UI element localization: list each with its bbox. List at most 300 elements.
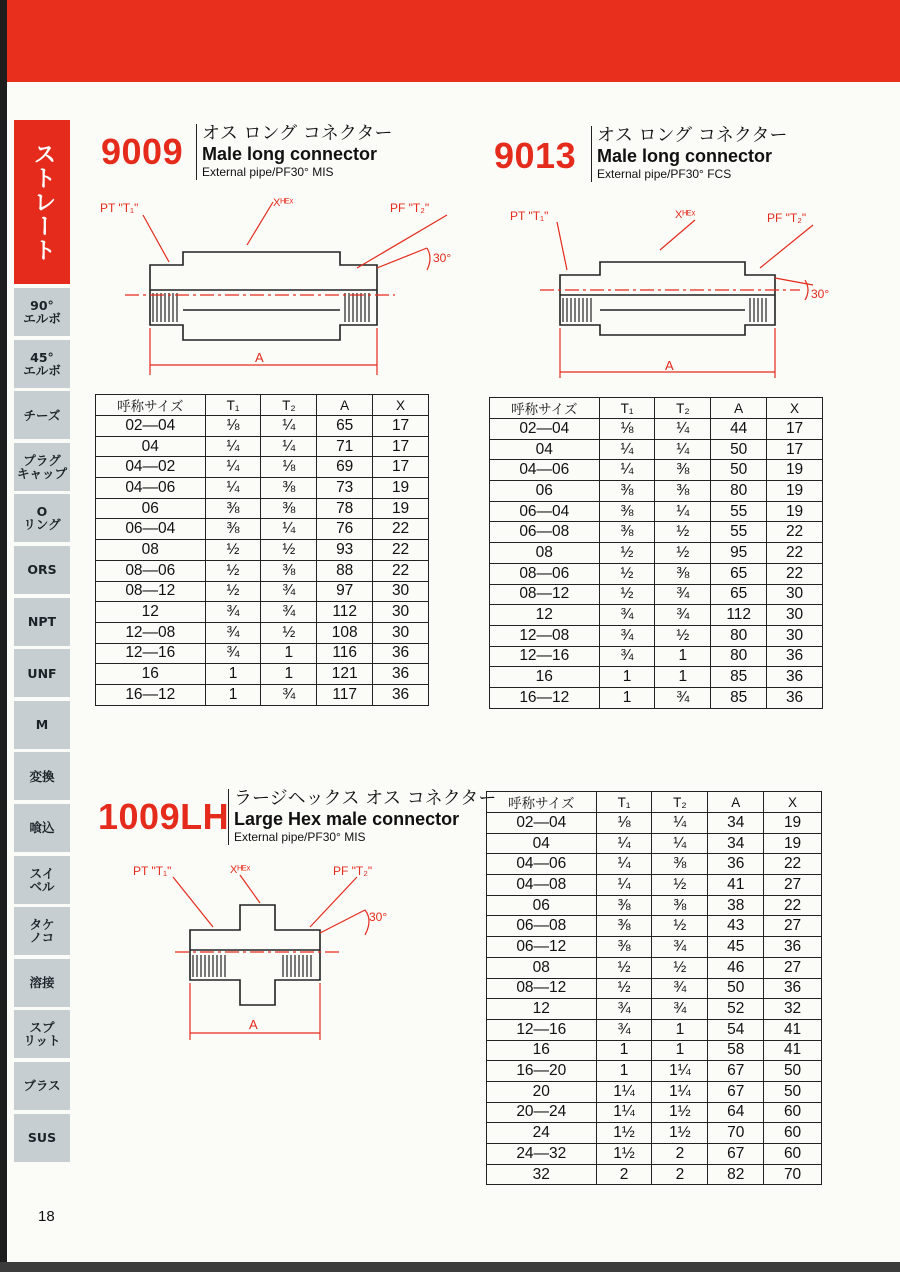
column-header: X [373, 395, 429, 416]
table-cell: 116 [317, 643, 373, 664]
table-cell: 1 [599, 667, 655, 688]
table-cell: 06—12 [487, 937, 597, 958]
table-cell: 19 [373, 498, 429, 519]
label-xhex: Xᴴᴱˣ [675, 209, 696, 221]
table-cell: 19 [767, 501, 823, 522]
table-cell: 12 [96, 602, 206, 623]
table-cell: 19 [373, 478, 429, 499]
table-row [487, 854, 822, 875]
table-cell: 112 [317, 602, 373, 623]
side-tab[interactable]: 溶接 [14, 959, 70, 1007]
column-header: A [317, 395, 373, 416]
table-cell: 22 [767, 563, 823, 584]
side-tab[interactable]: スイ ベル [14, 856, 70, 904]
table-cell: ⅛ [261, 457, 317, 478]
table-cell: ¾ [655, 605, 711, 626]
table-cell: ¼ [261, 436, 317, 457]
table-cell: 20 [487, 1081, 597, 1102]
size-table-1009lh [486, 791, 822, 1185]
table-cell: 2 [652, 1144, 708, 1165]
table-cell: ½ [205, 560, 261, 581]
table-cell: ¼ [655, 439, 711, 460]
table-cell: 112 [711, 605, 767, 626]
table-cell: 46 [708, 957, 764, 978]
table-cell: ⅜ [599, 522, 655, 543]
table-cell: ⅛ [596, 813, 652, 834]
table-cell: 24 [487, 1123, 597, 1144]
table-cell: 1 [596, 1061, 652, 1082]
table-cell: 30 [373, 602, 429, 623]
table-cell: 95 [711, 543, 767, 564]
table-cell: 02—04 [490, 419, 600, 440]
table-cell: 22 [767, 522, 823, 543]
table-cell: 08—12 [96, 581, 206, 602]
table-cell: ½ [655, 625, 711, 646]
table-cell: ¾ [599, 625, 655, 646]
side-tab[interactable]: プラグ キャップ [14, 443, 70, 491]
table-cell: ¾ [599, 646, 655, 667]
table-cell: ¾ [261, 684, 317, 705]
table-cell: ¼ [655, 501, 711, 522]
table-cell: 1¼ [652, 1061, 708, 1082]
side-tab[interactable]: 90° エルボ [14, 288, 70, 336]
table-cell: 36 [373, 684, 429, 705]
table-cell: 19 [767, 481, 823, 502]
table-cell: 16 [490, 667, 600, 688]
table-header-row [96, 395, 429, 416]
table-cell: 2 [652, 1164, 708, 1185]
table-cell: 1 [205, 684, 261, 705]
table-cell: ⅛ [205, 416, 261, 437]
table-cell: 22 [373, 560, 429, 581]
side-tab[interactable]: O リング [14, 494, 70, 542]
table-cell: ¼ [205, 457, 261, 478]
table-cell: ⅛ [599, 419, 655, 440]
table-cell: 06—04 [96, 519, 206, 540]
table-cell: ⅜ [655, 460, 711, 481]
table-cell: 1½ [652, 1102, 708, 1123]
column-header: 呼称サイズ [487, 792, 597, 813]
table-cell: ¼ [205, 478, 261, 499]
table-cell: ¼ [599, 460, 655, 481]
table-cell: 36 [764, 937, 822, 958]
table-cell: ¾ [261, 581, 317, 602]
table-cell: 30 [373, 581, 429, 602]
bottom-edge [0, 1262, 900, 1272]
table-row [96, 519, 429, 540]
table-cell: ¼ [652, 813, 708, 834]
table-cell: ¼ [596, 875, 652, 896]
table-cell: 36 [767, 646, 823, 667]
table-cell: 76 [317, 519, 373, 540]
table-cell: 27 [764, 957, 822, 978]
table-cell: ½ [205, 581, 261, 602]
table-cell: 55 [711, 522, 767, 543]
table-cell: 1½ [596, 1123, 652, 1144]
category-tabs [14, 120, 70, 1165]
label-a: A [255, 350, 264, 365]
table-cell: ½ [599, 543, 655, 564]
table-row [490, 563, 823, 584]
product-name-jp: オス ロング コネクター [597, 125, 788, 146]
table-cell: 30 [767, 625, 823, 646]
table-cell: 22 [764, 895, 822, 916]
column-header: X [764, 792, 822, 813]
table-cell: ⅜ [599, 501, 655, 522]
table-cell: ¼ [596, 833, 652, 854]
table-row [487, 875, 822, 896]
table-cell: 06—08 [487, 916, 597, 937]
table-row [487, 916, 822, 937]
product-spec: External pipe/PF30° MIS [202, 165, 334, 179]
table-cell: ¾ [652, 937, 708, 958]
product-name-en: Male long connector [597, 146, 773, 166]
table-cell: 67 [708, 1144, 764, 1165]
table-cell: ⅜ [261, 498, 317, 519]
table-row [490, 522, 823, 543]
table-row [96, 602, 429, 623]
table-cell: ¾ [261, 602, 317, 623]
table-cell: 1 [652, 1040, 708, 1061]
table-header-row [490, 398, 823, 419]
table-row [487, 1164, 822, 1185]
table-cell: 12 [490, 605, 600, 626]
table-cell: ¾ [205, 622, 261, 643]
side-tab[interactable]: ブラス [14, 1062, 70, 1110]
table-cell: 60 [764, 1144, 822, 1165]
table-cell: 1 [261, 643, 317, 664]
table-cell: 1 [599, 687, 655, 708]
table-cell: ¼ [261, 519, 317, 540]
table-row [487, 937, 822, 958]
table-cell: 32 [487, 1164, 597, 1185]
table-cell: 08—12 [490, 584, 600, 605]
table-cell: ⅜ [652, 895, 708, 916]
table-cell: 1 [205, 664, 261, 685]
table-cell: 08 [96, 540, 206, 561]
table-row [487, 1123, 822, 1144]
table-cell: 12—16 [490, 646, 600, 667]
table-row [96, 457, 429, 478]
table-cell: 22 [373, 540, 429, 561]
table-cell: ⅜ [596, 895, 652, 916]
table-cell: ⅜ [205, 519, 261, 540]
table-cell: 43 [708, 916, 764, 937]
side-tab[interactable]: NPT [14, 598, 70, 646]
table-cell: 36 [373, 643, 429, 664]
table-cell: 27 [764, 916, 822, 937]
table-cell: 1½ [596, 1144, 652, 1165]
table-row [487, 895, 822, 916]
table-row [487, 833, 822, 854]
table-cell: 64 [708, 1102, 764, 1123]
table-cell: 17 [767, 439, 823, 460]
table-cell: 22 [373, 519, 429, 540]
table-cell: 36 [767, 667, 823, 688]
table-cell: 50 [708, 978, 764, 999]
table-cell: ¾ [205, 602, 261, 623]
table-cell: 20—24 [487, 1102, 597, 1123]
side-tab[interactable]: タケ ノコ [14, 907, 70, 955]
table-cell: 08 [490, 543, 600, 564]
table-cell: 55 [711, 501, 767, 522]
table-cell: 70 [764, 1164, 822, 1185]
size-table-9009 [95, 394, 429, 706]
table-cell: ¾ [596, 999, 652, 1020]
table-cell: 41 [708, 875, 764, 896]
table-cell: 70 [708, 1123, 764, 1144]
table-cell: 04—08 [487, 875, 597, 896]
column-header: T₁ [599, 398, 655, 419]
table-cell: ⅜ [652, 854, 708, 875]
table-cell: 30 [373, 622, 429, 643]
label-a: A [249, 1017, 258, 1032]
table-cell: 16—20 [487, 1061, 597, 1082]
table-cell: ⅜ [596, 916, 652, 937]
label-angle: 30° [811, 287, 830, 301]
table-cell: 82 [708, 1164, 764, 1185]
table-cell: ½ [655, 543, 711, 564]
table-cell: 30 [767, 605, 823, 626]
table-cell: 22 [767, 543, 823, 564]
table-row [487, 957, 822, 978]
product-code-1009lh: 1009LH [98, 796, 230, 837]
table-cell: 1½ [652, 1123, 708, 1144]
table-cell: 52 [708, 999, 764, 1020]
table-cell: ⅜ [261, 560, 317, 581]
label-pf: PF "T₂" [390, 201, 430, 215]
table-row [490, 687, 823, 708]
table-cell: 50 [711, 439, 767, 460]
table-row [96, 560, 429, 581]
table-cell: 2 [596, 1164, 652, 1185]
table-cell: 06—08 [490, 522, 600, 543]
table-cell: 41 [764, 1019, 822, 1040]
table-cell: ¾ [655, 584, 711, 605]
side-tab[interactable]: チーズ [14, 391, 70, 439]
label-angle: 30° [369, 910, 388, 924]
table-cell: ½ [205, 540, 261, 561]
table-cell: ⅜ [596, 937, 652, 958]
table-row [487, 1061, 822, 1082]
side-tab[interactable]: 45° エルボ [14, 340, 70, 388]
table-cell: 12—16 [487, 1019, 597, 1040]
table-cell: 50 [764, 1081, 822, 1102]
product-title-9013 [591, 126, 788, 182]
table-cell: ½ [596, 978, 652, 999]
column-header: T₁ [205, 395, 261, 416]
table-row [96, 581, 429, 602]
side-tab[interactable]: ORS [14, 546, 70, 594]
table-row [96, 436, 429, 457]
size-table-9013 [489, 397, 823, 709]
product-spec: External pipe/PF30° MIS [234, 830, 366, 844]
side-tab[interactable]: UNF [14, 649, 70, 697]
table-cell: 1 [261, 664, 317, 685]
table-cell: 60 [764, 1102, 822, 1123]
diagram-1009lh [125, 855, 405, 1045]
table-cell: 45 [708, 937, 764, 958]
table-cell: ¾ [652, 999, 708, 1020]
table-cell: 06 [490, 481, 600, 502]
product-spec: External pipe/PF30° FCS [597, 167, 732, 181]
table-cell: 41 [764, 1040, 822, 1061]
table-row [490, 460, 823, 481]
table-cell: 04—02 [96, 457, 206, 478]
table-row [487, 813, 822, 834]
table-row [96, 664, 429, 685]
table-cell: 27 [764, 875, 822, 896]
table-cell: 16—12 [96, 684, 206, 705]
table-row [487, 1040, 822, 1061]
table-cell: ¼ [596, 854, 652, 875]
table-cell: 06 [96, 498, 206, 519]
table-cell: 73 [317, 478, 373, 499]
table-cell: 04—06 [96, 478, 206, 499]
table-cell: 04 [487, 833, 597, 854]
label-xhex: Xᴴᴱˣ [273, 197, 294, 209]
table-row [490, 481, 823, 502]
table-cell: 58 [708, 1040, 764, 1061]
table-cell: 108 [317, 622, 373, 643]
top-red-band [6, 0, 900, 82]
side-tab[interactable]: ストレート [14, 120, 70, 284]
table-cell: 08—12 [487, 978, 597, 999]
product-title-1009lh [228, 789, 496, 845]
table-cell: 80 [711, 481, 767, 502]
table-cell: 1¼ [596, 1102, 652, 1123]
table-cell: 117 [317, 684, 373, 705]
table-cell: ½ [652, 875, 708, 896]
table-cell: 04—06 [490, 460, 600, 481]
table-cell: 04—06 [487, 854, 597, 875]
table-row [96, 622, 429, 643]
table-cell: 1¼ [596, 1081, 652, 1102]
table-cell: 12—08 [490, 625, 600, 646]
table-cell: ½ [655, 522, 711, 543]
table-cell: 02—04 [487, 813, 597, 834]
table-cell: 1¼ [652, 1081, 708, 1102]
column-header: A [711, 398, 767, 419]
table-cell: 1 [655, 646, 711, 667]
table-row [487, 1019, 822, 1040]
table-cell: 65 [711, 563, 767, 584]
side-tab[interactable]: 変換 [14, 752, 70, 800]
column-header: 呼称サイズ [96, 395, 206, 416]
table-cell: ⅜ [599, 481, 655, 502]
table-cell: 22 [764, 854, 822, 875]
product-title-9009 [196, 124, 393, 180]
side-tab[interactable]: M [14, 701, 70, 749]
table-cell: 16 [487, 1040, 597, 1061]
table-cell: ¼ [655, 419, 711, 440]
table-cell: 80 [711, 646, 767, 667]
table-header-row [487, 792, 822, 813]
table-cell: ¾ [652, 978, 708, 999]
table-cell: ½ [596, 957, 652, 978]
table-cell: ⅜ [205, 498, 261, 519]
table-cell: 1 [652, 1019, 708, 1040]
table-cell: ¼ [261, 416, 317, 437]
diagram-9013 [505, 200, 845, 380]
table-cell: 04 [490, 439, 600, 460]
table-row [487, 999, 822, 1020]
product-name-jp: オス ロング コネクター [202, 123, 393, 144]
product-code-9009: 9009 [101, 131, 184, 172]
table-cell: ⅜ [261, 478, 317, 499]
table-cell: 36 [708, 854, 764, 875]
table-cell: 71 [317, 436, 373, 457]
table-cell: 44 [711, 419, 767, 440]
table-row [96, 416, 429, 437]
table-cell: 08 [487, 957, 597, 978]
table-cell: ⅜ [655, 481, 711, 502]
table-cell: 16—12 [490, 687, 600, 708]
table-cell: 85 [711, 687, 767, 708]
table-cell: 36 [373, 664, 429, 685]
table-cell: ½ [652, 957, 708, 978]
table-row [490, 646, 823, 667]
table-cell: 1 [655, 667, 711, 688]
table-cell: ¾ [599, 605, 655, 626]
table-row [96, 643, 429, 664]
table-cell: 24—32 [487, 1144, 597, 1165]
table-cell: 121 [317, 664, 373, 685]
table-cell: 17 [373, 416, 429, 437]
table-cell: ½ [261, 540, 317, 561]
binding-edge [0, 0, 7, 1272]
table-cell: 67 [708, 1081, 764, 1102]
label-xhex: Xᴴᴱˣ [230, 864, 251, 876]
table-cell: 06 [487, 895, 597, 916]
table-cell: 60 [764, 1123, 822, 1144]
side-tab[interactable]: SUS [14, 1114, 70, 1162]
column-header: T₁ [596, 792, 652, 813]
table-cell: 85 [711, 667, 767, 688]
table-cell: ½ [599, 563, 655, 584]
column-header: T₂ [655, 398, 711, 419]
table-cell: 32 [764, 999, 822, 1020]
side-tab[interactable]: 喰込 [14, 804, 70, 852]
table-cell: ¼ [652, 833, 708, 854]
table-cell: ¼ [599, 439, 655, 460]
table-cell: ¼ [205, 436, 261, 457]
table-row [490, 625, 823, 646]
table-cell: 19 [764, 813, 822, 834]
table-row [490, 419, 823, 440]
table-cell: 16 [96, 664, 206, 685]
table-cell: 36 [767, 687, 823, 708]
table-row [487, 1102, 822, 1123]
table-cell: ½ [261, 622, 317, 643]
table-row [490, 543, 823, 564]
product-name-jp: ラージヘックス オス コネクター [234, 788, 497, 809]
table-row [490, 439, 823, 460]
label-pf: PF "T₂" [333, 864, 373, 878]
table-cell: 12—16 [96, 643, 206, 664]
product-name-en: Large Hex male connector [234, 809, 460, 829]
table-row [490, 605, 823, 626]
table-cell: 80 [711, 625, 767, 646]
table-cell: 08—06 [96, 560, 206, 581]
side-tab[interactable]: スプ リット [14, 1010, 70, 1058]
label-pt: PT "T₁" [100, 201, 139, 215]
table-cell: 54 [708, 1019, 764, 1040]
table-cell: 50 [764, 1061, 822, 1082]
table-cell: 78 [317, 498, 373, 519]
table-cell: 93 [317, 540, 373, 561]
table-row [490, 584, 823, 605]
